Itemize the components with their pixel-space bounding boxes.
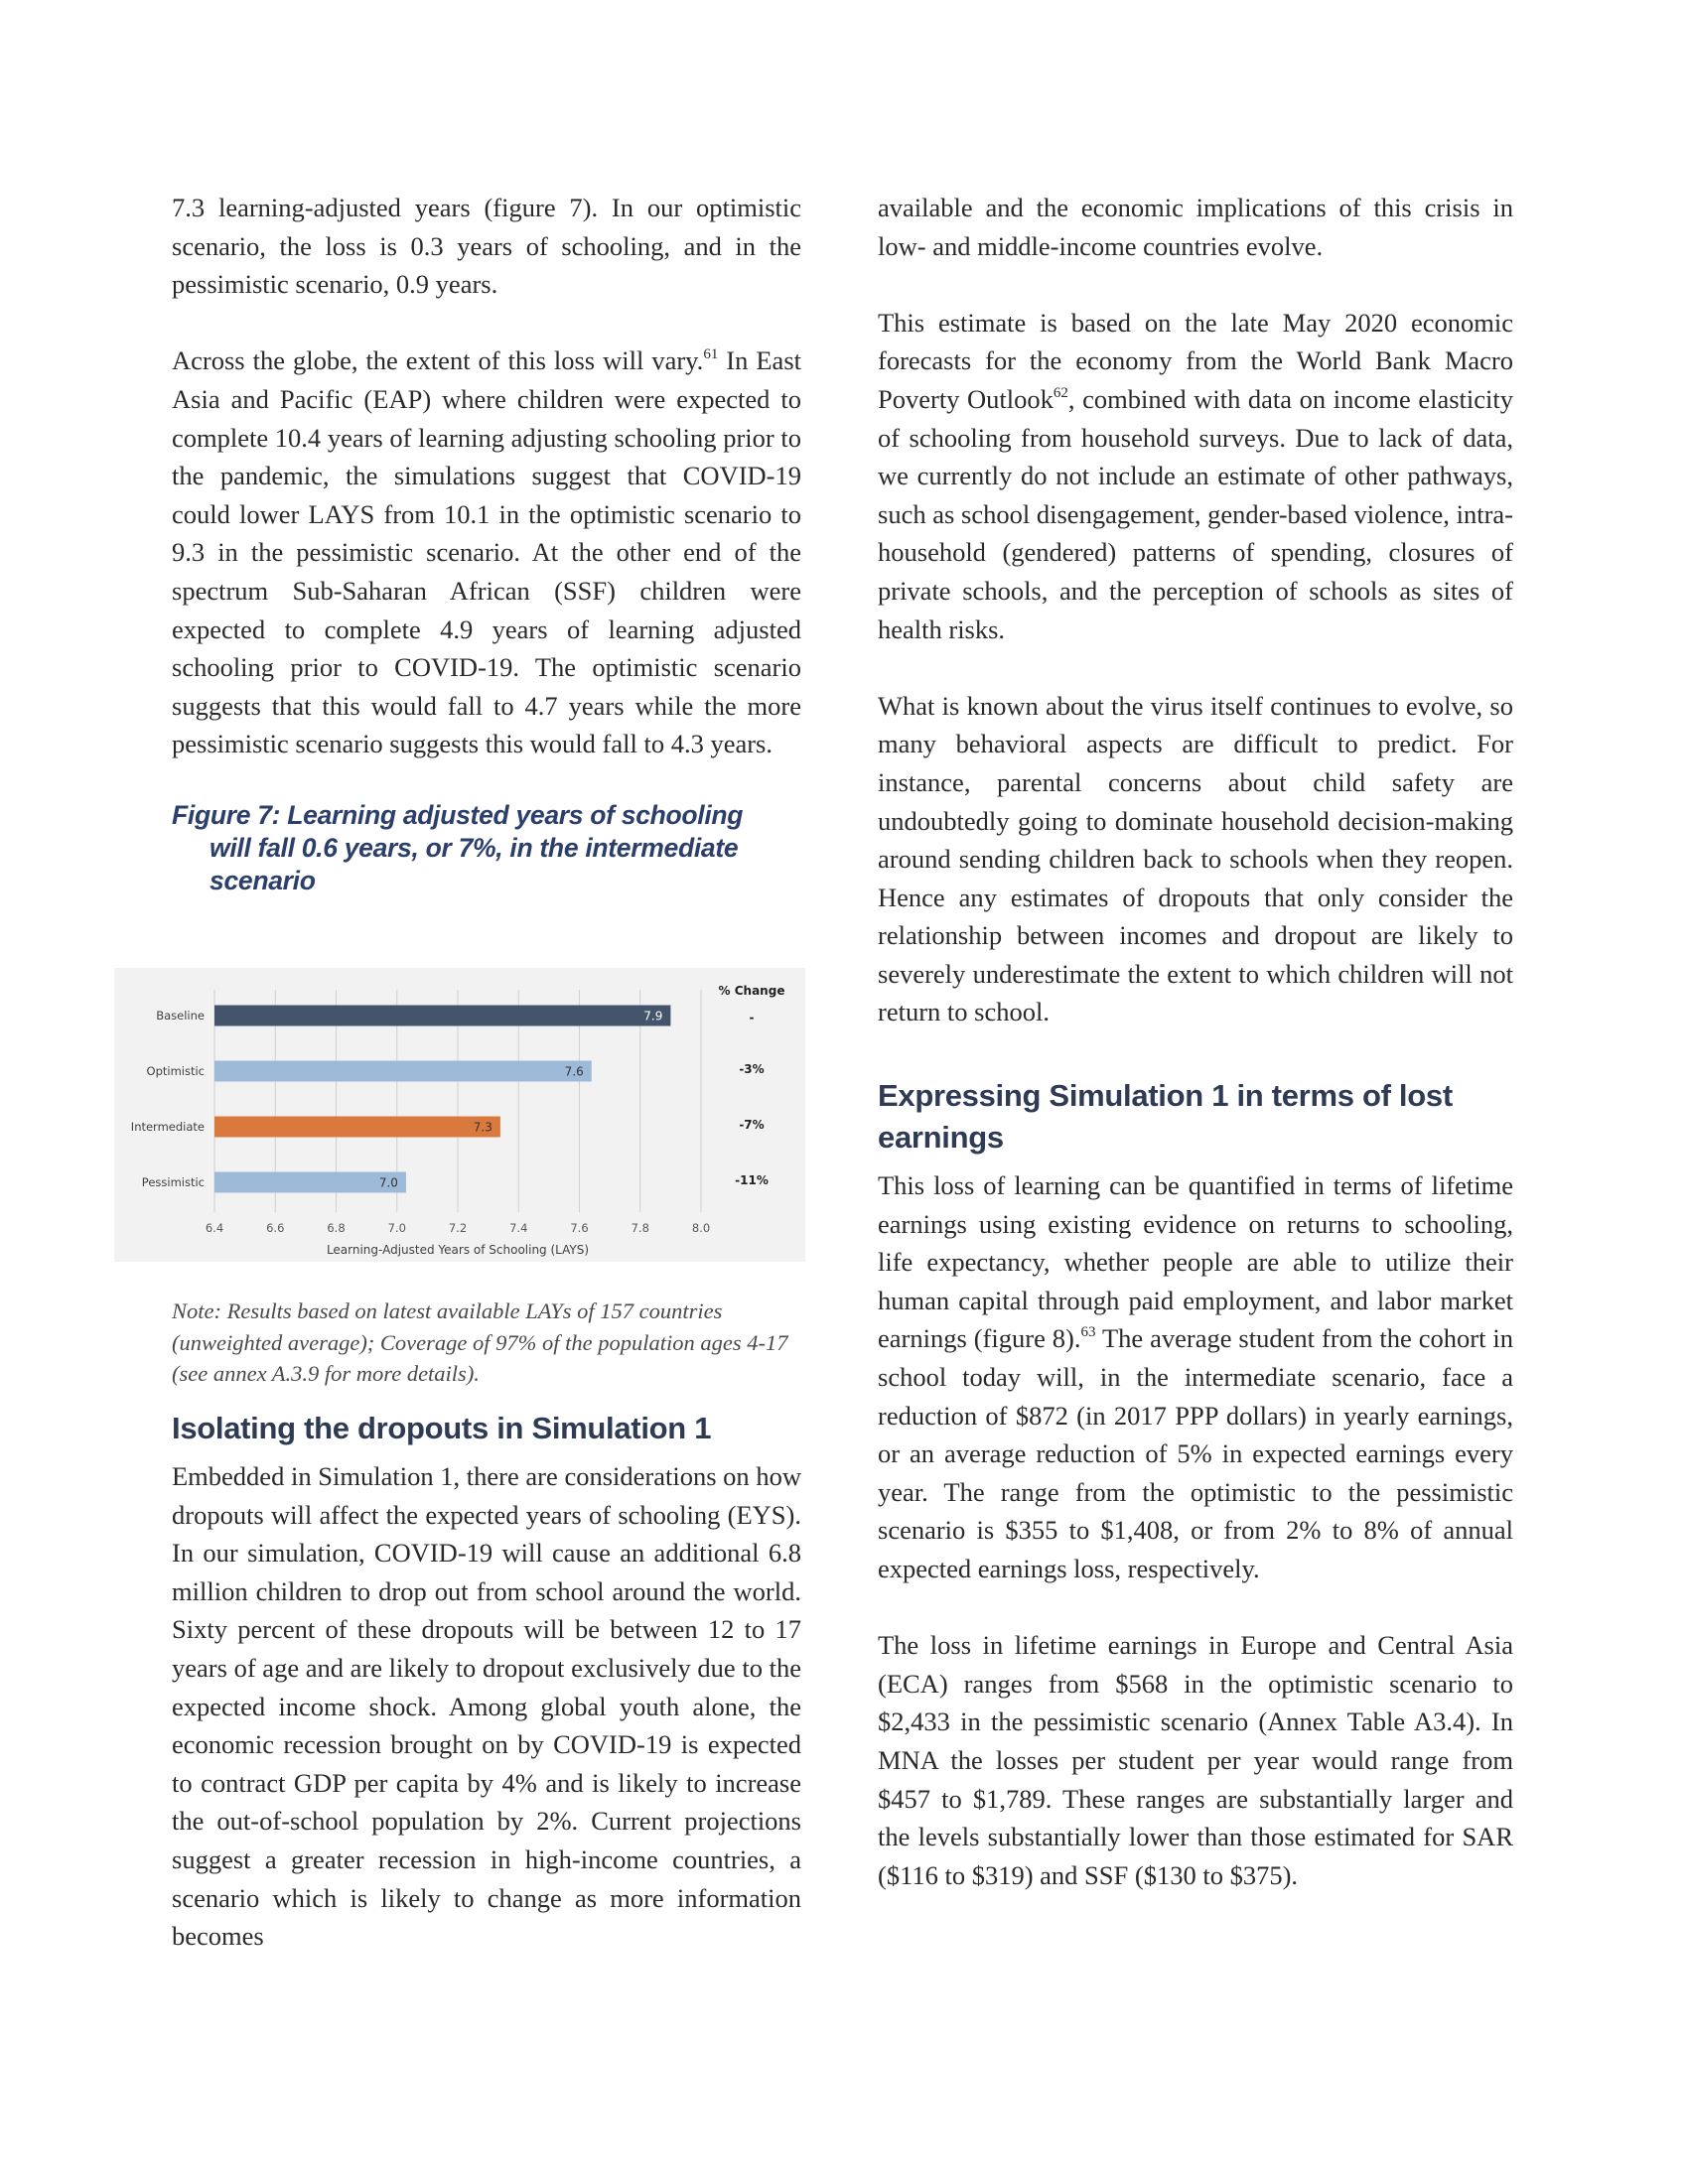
x-tick-label: 7.6 [570,1221,589,1235]
paragraph-text: In East Asia and Pacific (EAP) where children were expected to complete 10.4 years of learning adjusting schooling prior to the pandemic, the simulations suggest that COVID-19 could lower LAYS from 10.1 in the optimistic scenario to 9.3 in the pessimistic scenario. At the other end of the spectrum Sub-Saharan African (SSF) children were expected to complete 4.9 years of learning adjusted schooling prior to COVID-19. The optimistic scenario suggests that this would fall to 4.7 years while the more pessimistic scenario suggests this would fall to 4.3 years. [172,345,801,759]
percent-change-value: -3% [739,1062,765,1076]
x-tick-label: 7.8 [631,1221,649,1235]
bar-value-label: 7.6 [564,1064,584,1079]
bar-optimistic [214,1061,592,1082]
figure-7-title [172,799,801,897]
footnote-ref-62[interactable]: 62 [1053,384,1068,401]
figure-title-line: will fall 0.6 years, or 7%, in the intermediate [210,832,739,863]
bar-pessimistic [214,1172,406,1193]
bar-value-label: 7.3 [473,1120,492,1135]
category-label: Intermediate [130,1120,205,1134]
paragraph-dropouts: Embedded in Simulation 1, there are considerations on how dropouts will affect the expected years of schooling (EYS). In our simulation, COVID-19 will cause an additional 6.8 million children to drop out from school around the world. Sixty percent of these dropouts will be between 12 to 17 years of age and are likely to dropout exclusively due to the expected income shock. Among global youth alone, the economic recession brought on by COVID-19 is expected to contract GDP per capita by 4% and is likely to increase the out-of-school population by 2%. Current projections suggest a greater recession in high-income countries, a scenario which is likely to change as more information becomes [172,1461,801,1952]
x-tick-label: 6.6 [266,1221,285,1235]
x-axis-title: Learning-Adjusted Years of Schooling (LAYS) [326,1243,590,1257]
percent-change-value: - [749,1011,755,1024]
paragraph-lifetime-earnings [878,1166,1513,1588]
footnote-ref-63[interactable]: 63 [1080,1324,1096,1341]
paragraph-regional-variation [172,341,801,763]
section-heading-lost-earnings: Expressing Simulation 1 in terms of lost earnings [878,1078,1453,1156]
footnote-ref-61[interactable]: 61 [703,346,719,363]
paragraph-estimate-basis [878,304,1513,648]
x-tick-label: 6.4 [205,1221,224,1235]
figure-7-chart [114,968,805,1262]
bar-value-label: 7.0 [378,1175,398,1190]
x-tick-label: 7.2 [448,1221,468,1235]
paragraph-text: Across the globe, the extent of this loss will vary. [172,345,704,376]
paragraph-virus-evolve: What is known about the virus itself continues to evolve, so many behavioral aspects are difficult to predict. For instance, parental concerns about child safety are undoubtedly going to dominate household decision-making around sending children back to schools when they reopen. Hence any estimates of dropouts that only consider the relationship between incomes and dropout are likely to severely underestimate the extent to which children will not return to school. [878,690,1513,1027]
paragraph-text: The average student from the cohort in school today will, in the intermediate scenario, face a reduction of $872 (in 2017 PPP dollars) in yearly earnings, or an average reduction of 5% in expected earnings every year. The range from the optimistic to the pessimistic scenario is $355 to $1,408, or from 2% to 8% of annual expected earnings loss, respectively. [878,1323,1513,1583]
category-label: Baseline [156,1009,205,1023]
x-tick-label: 7.4 [509,1221,528,1235]
figure-7-note: Note: Results based on latest available LAYs of 157 countries (unweighted average); Coverage of 97% of the population ages 4-17 (see annex A.3.9 for more details). [172,1298,788,1386]
paragraph-regional-earnings: The loss in lifetime earnings in Europe and Central Asia (ECA) ranges from $568 in the optimistic scenario to $2,433 in the pessimistic scenario (Annex Table A3.4). In MNA the losses per student per year would range from $457 to $1,789. These ranges are substantially larger and the levels substantially lower than those estimated for SAR ($116 to $319) and SSF ($130 to $375). [878,1630,1513,1890]
paragraph-text: This estimate is based on the late May 2020 economic forecasts for the economy from the World Bank Macro Poverty Outlook [878,307,1513,414]
paragraph-text: This loss of learning can be quantified in terms of lifetime earnings using existing evidence on returns to schooling, life expectancy, whether people are able to utilize their human capital through paid employment, and labor market earnings (figure 8). [878,1170,1513,1354]
paragraph-crisis-evolve: available and the economic implications of this crisis in low- and middle-income countries evolve. [878,193,1513,261]
percent-change-value: -11% [735,1173,769,1187]
left-column [172,189,801,897]
bar-value-label: 7.9 [643,1009,663,1024]
x-tick-label: 8.0 [691,1221,711,1235]
category-label: Pessimistic [141,1175,205,1189]
section-heading-isolating-dropouts: Isolating the dropouts in Simulation 1 [172,1411,712,1445]
percent-change-value: -7% [739,1118,765,1132]
category-label: Optimistic [146,1064,205,1078]
x-tick-label: 6.8 [327,1221,346,1235]
right-column [878,189,1513,1894]
x-tick-label: 7.0 [387,1221,406,1235]
paragraph-text: , combined with data on income elasticity of schooling from household surveys. Due to lack of data, we currently do not include an estimate of other pathways, such as school disengagement, gender-based violence, intra-household (gendered) patterns of spending, closures of private schools, and the perception of schools as sites of health risks. [878,383,1513,644]
figure-note-block [172,1296,801,1390]
figure-title-line: scenario [210,865,316,895]
paragraph-lays-loss: 7.3 learning-adjusted years (figure 7). In our optimistic scenario, the loss is 0.3 years of schooling, and in the pessimistic scenario, 0.9 years. [172,193,801,300]
figure-title-line: Figure 7: Learning adjusted years of schooling [172,799,744,830]
bar-baseline [214,1006,670,1026]
percent-change-header: % Change [718,984,785,998]
bar-intermediate [214,1117,500,1138]
bar-chart-svg [114,968,805,1262]
left-section [172,1408,801,1956]
